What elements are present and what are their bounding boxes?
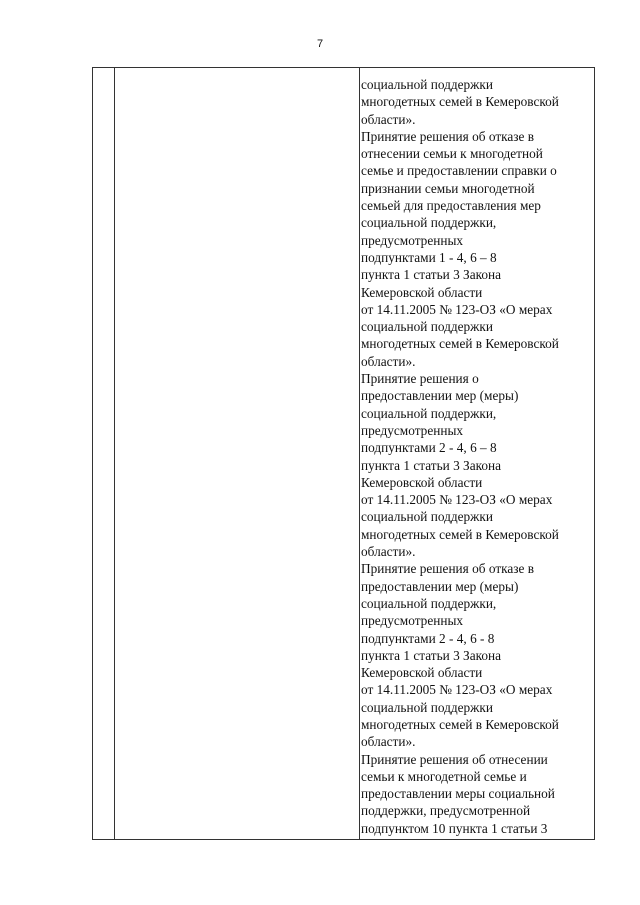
text-line: пункта 1 статьи 3 Закона (361, 267, 502, 283)
text-line: подпунктами 2 - 4, 6 - 8 (361, 630, 495, 646)
text-line: Принятие решения об отказе в (361, 128, 535, 144)
text-line: подпунктами 2 - 4, 6 – 8 (361, 440, 497, 456)
text-line: предусмотренных (361, 422, 464, 438)
text-line: области». (361, 544, 416, 560)
text-line: социальной поддержки (361, 319, 493, 335)
text-line: Кемеровской области (361, 284, 483, 300)
document-table (92, 67, 595, 840)
text-line: Принятие решения об отнесении (361, 751, 548, 767)
text-line: социальной поддержки (361, 509, 493, 525)
column-divider-1 (114, 68, 115, 839)
text-line: социальной поддержки, (361, 595, 497, 611)
text-line: предоставлении меры социальной (361, 786, 555, 802)
text-line: от 14.11.2005 № 123-ОЗ «О мерах (361, 682, 553, 698)
text-line: отнесении семьи к многодетной (361, 146, 543, 162)
text-line: многодетных семей в Кемеровской (361, 336, 559, 352)
text-line: многодетных семей в Кемеровской (361, 716, 559, 732)
text-line: Кемеровской области (361, 665, 483, 681)
text-line: предоставлении мер (меры) (361, 388, 519, 404)
page-number: 7 (316, 38, 324, 50)
text-line: многодетных семей в Кемеровской (361, 526, 559, 542)
text-line: поддержки, предусмотренной (361, 803, 531, 819)
text-line: социальной поддержки (361, 77, 493, 92)
table-cell-description (361, 76, 593, 837)
text-line: семьи к многодетной семье и (361, 768, 527, 784)
text-line: социальной поддержки, (361, 215, 497, 231)
column-divider-2 (359, 68, 360, 839)
text-line: предусмотренных (361, 613, 464, 629)
text-line: многодетных семей в Кемеровской (361, 94, 559, 110)
text-line: пункта 1 статьи 3 Закона (361, 457, 502, 473)
text-line: предоставлении мер (меры) (361, 578, 519, 594)
text-line: области». (361, 734, 416, 750)
text-line: предусмотренных (361, 232, 464, 248)
text-line: области». (361, 111, 416, 127)
text-line: семье и предоставлении справки о (361, 163, 557, 179)
text-line: от 14.11.2005 № 123-ОЗ «О мерах (361, 301, 553, 317)
text-line: социальной поддержки, (361, 405, 497, 421)
text-line: подпунктом 10 пункта 1 статьи 3 (361, 820, 548, 836)
text-line: подпунктами 1 - 4, 6 – 8 (361, 249, 497, 265)
text-line: Кемеровской области (361, 474, 483, 490)
text-line: признании семьи многодетной (361, 180, 535, 196)
text-line: семьей для предоставления мер (361, 198, 541, 214)
text-line: Принятие решения о (361, 371, 479, 387)
text-line: пункта 1 статьи 3 Закона (361, 647, 502, 663)
text-line: области». (361, 353, 416, 369)
text-line: Принятие решения об отказе в (361, 561, 535, 577)
text-line: социальной поддержки (361, 699, 493, 715)
text-line: от 14.11.2005 № 123-ОЗ «О мерах (361, 492, 553, 508)
